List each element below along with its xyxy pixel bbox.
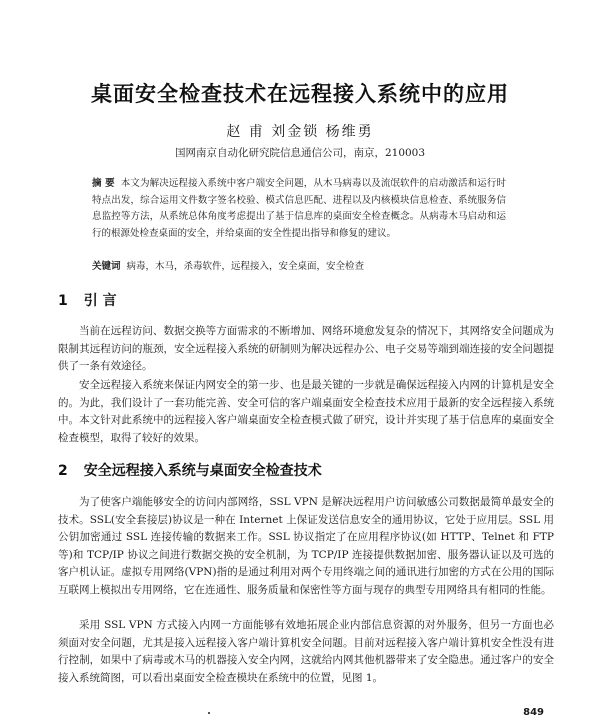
section-2-paragraph-2: 采用 SSL VPN 方式接入内网一方面能够有效地拓展企业内部信息资源的对外服务，但另一方面也必须面对安全问题，尤其是接入远程接入客户端计算机安全问题。目前对远程接入客户端计算机安全性没有进行控制，如果中了病毒或木马的机器接入安全内网，这就给内网其他机器带来了安全隐患。通过客户的安全接入系统简图，可以看出桌面安全检查模块在系统中的位置，见图 1。 <box>58 619 554 684</box>
abstract-label: 摘 要 <box>92 178 115 189</box>
paper-title: 桌面安全检查技术在远程接入系统中的应用 <box>91 82 509 106</box>
keywords-label: 关键词 <box>92 261 121 272</box>
scan-speck <box>208 712 210 714</box>
section-title: 安全远程接入系统与桌面安全检查技术 <box>83 463 322 479</box>
section-heading-1 <box>58 290 117 310</box>
paper-authors: 赵 甫 刘金锁 杨维勇 <box>226 124 374 140</box>
section-1-paragraph-1: 当前在远程访问、数据交换等方面需求的不断增加、网络环境愈发复杂的情况下，其网络安全问题成为限制其远程访问的瓶颈，安全远程接入系统的研制则为解决远程办公、电子交易等端到端连接的安全问题提供了一条有效途径。 <box>58 325 554 373</box>
section-title: 引 言 <box>83 293 117 309</box>
section-2-paragraph-1: 为了使客户端能够安全的访问内部网络，SSL VPN 是解决远程用户访问敏感公司数据最简单最安全的技术。SSL(安全套接层)协议是一种在 Internet 上保证发送信息安全的通用协议，它处于应用层。SSL 用公钥加密通过 SSL 连接传输的数据来工作。SSL 协议指定了在应用程序协议(如 HTTP、Telnet 和 FTP 等)和 TCP/IP 协议之间进行数据交换的安全机制，为 TCP/IP 连接提供数据加密、服务器认证以及可选的客户机认证。虚拟专用网络(VPN)指的是通过利用对两个专用终端之间的通讯进行加密的方式在公用的国际互联网上模拟出专用网络，它在连通性、服务质量和保密性等方面与现存的典型专用网络具有相同的性能。 <box>58 496 554 596</box>
section-1-paragraph-2: 安全远程接入系统来保证内网安全的第一步、也是最关键的一步就是确保远程接入内网的计算机是安全的。为此，我们设计了一套功能完善、安全可信的客户端桌面安全检查技术应用于最新的安全远程接入系统中。本文针对此系统中的远程接入客户端桌面安全检查模式做了研究，设计并实现了基于信息库的桌面安全检查模型，取得了较好的效果。 <box>58 379 554 444</box>
abstract-text: 本文为解决远程接入系统中客户端安全问题，从木马病毒以及流氓软件的启动激活和运行时特点出发，综合运用文件数字签名校验、模式信息匹配、进程以及内核模块信息检查、系统服务信息监控等方法，从系统总体角度考虑提出了基于信息库的桌面安全检查概念。从病毒木马启动和运行的根源处检查桌面的安全，并给桌面的安全性提出指导和修复的建议。 <box>92 178 506 239</box>
section-number: 2 <box>58 463 68 479</box>
section-heading-2 <box>58 460 322 480</box>
keywords-text: 病毒，木马，杀毒软件，远程接入，安全桌面，安全检查 <box>126 261 365 272</box>
abstract <box>92 176 506 242</box>
keywords <box>92 259 506 275</box>
section-number: 1 <box>58 293 68 309</box>
paper-affiliation: 国网南京自动化研究院信息通信公司，南京，210003 <box>174 147 426 159</box>
page-number: 849 <box>523 707 544 718</box>
